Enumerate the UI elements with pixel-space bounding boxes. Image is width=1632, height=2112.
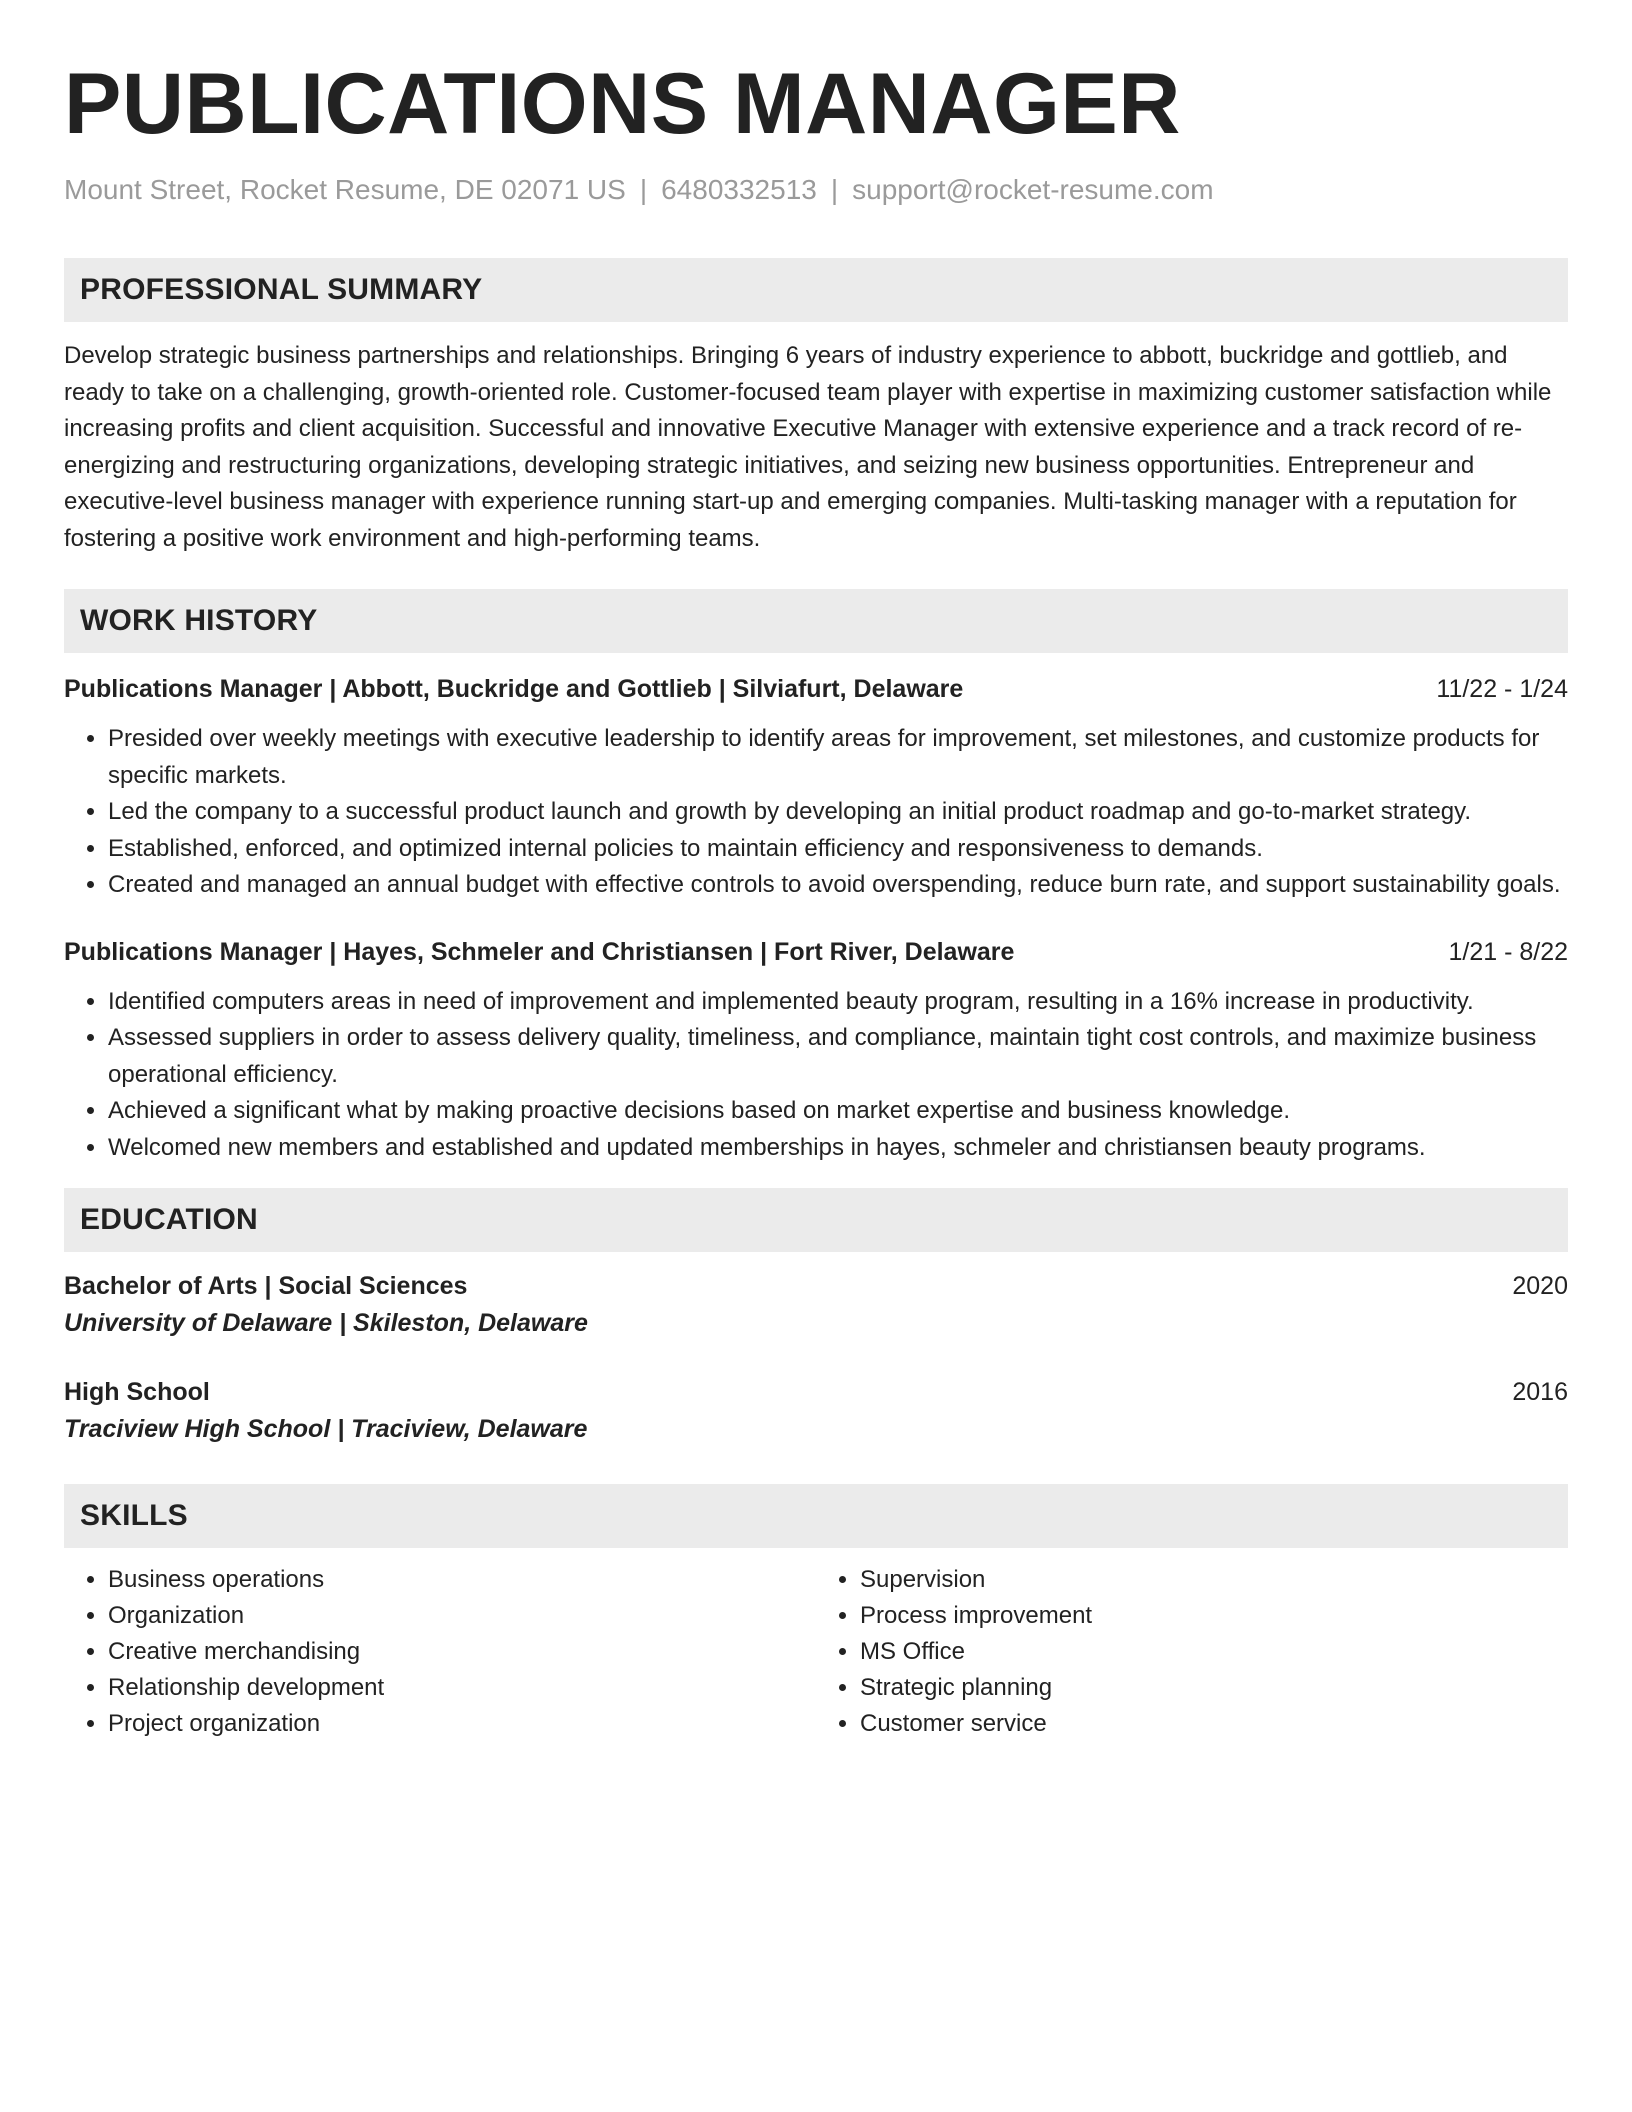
section-title-skills: SKILLS [80, 1499, 188, 1532]
contact-address: Mount Street, Rocket Resume, DE 02071 US [64, 174, 626, 205]
skill-item: • Business operations [108, 1562, 816, 1598]
skill-item: • Organization [108, 1598, 816, 1634]
skill-item: • Relationship development [108, 1670, 816, 1706]
job-bullet: • Achieved a significant what by making proactive decisions based on market expertise and business knowledge. [108, 1093, 1568, 1130]
job-bullet: • Identified computers areas in need of improvement and implemented beauty program, resulting in a 16% increase in productivity. [108, 984, 1568, 1021]
job-entry [64, 934, 1568, 1167]
education-school: University of Delaware | Skileston, Delaware [64, 1309, 588, 1337]
summary-text: Develop strategic business partnerships and relationships. Bringing 6 years of industry experience to abbott, buckridge and gottlieb, and ready to take on a challenging, growth-oriented role. Customer-focused team player with expertise in maximizing customer satisfaction while increasing profits and client acquisition. Successful and innovative Executive Manager with extensive experience and a track record of re-energizing and restructuring organizations, developing strategic initiatives, and seizing new business opportunities. Entrepreneur and executive-level business manager with experience running start-up and emerging companies. Multi-tasking manager with a reputation for fostering a positive work environment and high-performing teams. [64, 342, 1552, 552]
section-title-education: EDUCATION [80, 1203, 258, 1236]
job-bullet: • Created and managed an annual budget with effective controls to avoid overspending, reduce burn rate, and support sustainability goals. [108, 867, 1568, 904]
education-entry [64, 1268, 1568, 1342]
skill-item: • Customer service [860, 1706, 1568, 1742]
contact-phone: 6480332513 [661, 174, 817, 205]
section-header-work [64, 589, 1568, 653]
skills-column-right [816, 1562, 1568, 1742]
section-header-education [64, 1188, 1568, 1252]
section-title-summary: PROFESSIONAL SUMMARY [80, 273, 483, 306]
section-header-summary [64, 258, 1568, 322]
resume-name: PUBLICATIONS MANAGER [64, 56, 1181, 152]
contact-separator: | [639, 174, 648, 205]
contact-separator: | [830, 174, 839, 205]
job-bullet: • Led the company to a successful product launch and growth by developing an initial product roadmap and go-to-market strategy. [108, 794, 1568, 831]
contact-line [64, 172, 1568, 208]
job-title: Publications Manager | Hayes, Schmeler and Christiansen | Fort River, Delaware [64, 937, 1015, 966]
education-year: 2020 [1512, 1272, 1568, 1300]
job-bullet: • Assessed suppliers in order to assess delivery quality, timeliness, and compliance, maintain tight cost controls, and maximize business operational efficiency. [108, 1020, 1568, 1093]
job-header [64, 934, 1568, 970]
job-bullets [64, 984, 1568, 1167]
education-header [64, 1268, 1568, 1304]
job-bullet: • Welcomed new members and established and updated memberships in hayes, schmeler and christiansen beauty programs. [108, 1130, 1568, 1167]
education-entry [64, 1374, 1568, 1448]
education-degree: Bachelor of Arts | Social Sciences [64, 1272, 468, 1300]
section-title-work: WORK HISTORY [80, 604, 318, 637]
skill-item: • Process improvement [860, 1598, 1568, 1634]
education-degree: High School [64, 1378, 210, 1406]
section-header-skills [64, 1484, 1568, 1548]
job-title: Publications Manager | Abbott, Buckridge and Gottlieb | Silviafurt, Delaware [64, 675, 964, 703]
job-dates: 11/22 - 1/24 [1436, 675, 1568, 703]
skill-item: • Strategic planning [860, 1670, 1568, 1706]
education-year: 2016 [1512, 1378, 1568, 1406]
skill-item: • Creative merchandising [108, 1634, 816, 1670]
skills-list [64, 1562, 1568, 1742]
skill-item: • MS Office [860, 1634, 1568, 1670]
job-entry [64, 671, 1568, 904]
education-header [64, 1374, 1568, 1410]
education-school: Traciview High School | Traciview, Delaware [64, 1415, 588, 1443]
job-bullets [64, 721, 1568, 904]
skill-item: • Supervision [860, 1562, 1568, 1598]
skill-item: • Project organization [108, 1706, 816, 1742]
job-bullet: • Established, enforced, and optimized internal policies to maintain efficiency and responsiveness to demands. [108, 831, 1568, 868]
contact-email[interactable]: support@rocket-resume.com [852, 174, 1214, 205]
job-dates: 1/21 - 8/22 [1448, 937, 1568, 966]
job-header [64, 671, 1568, 707]
skills-column-left [64, 1562, 816, 1742]
job-bullet: • Presided over weekly meetings with executive leadership to identify areas for improvement, set milestones, and customize products for specific markets. [108, 721, 1568, 794]
